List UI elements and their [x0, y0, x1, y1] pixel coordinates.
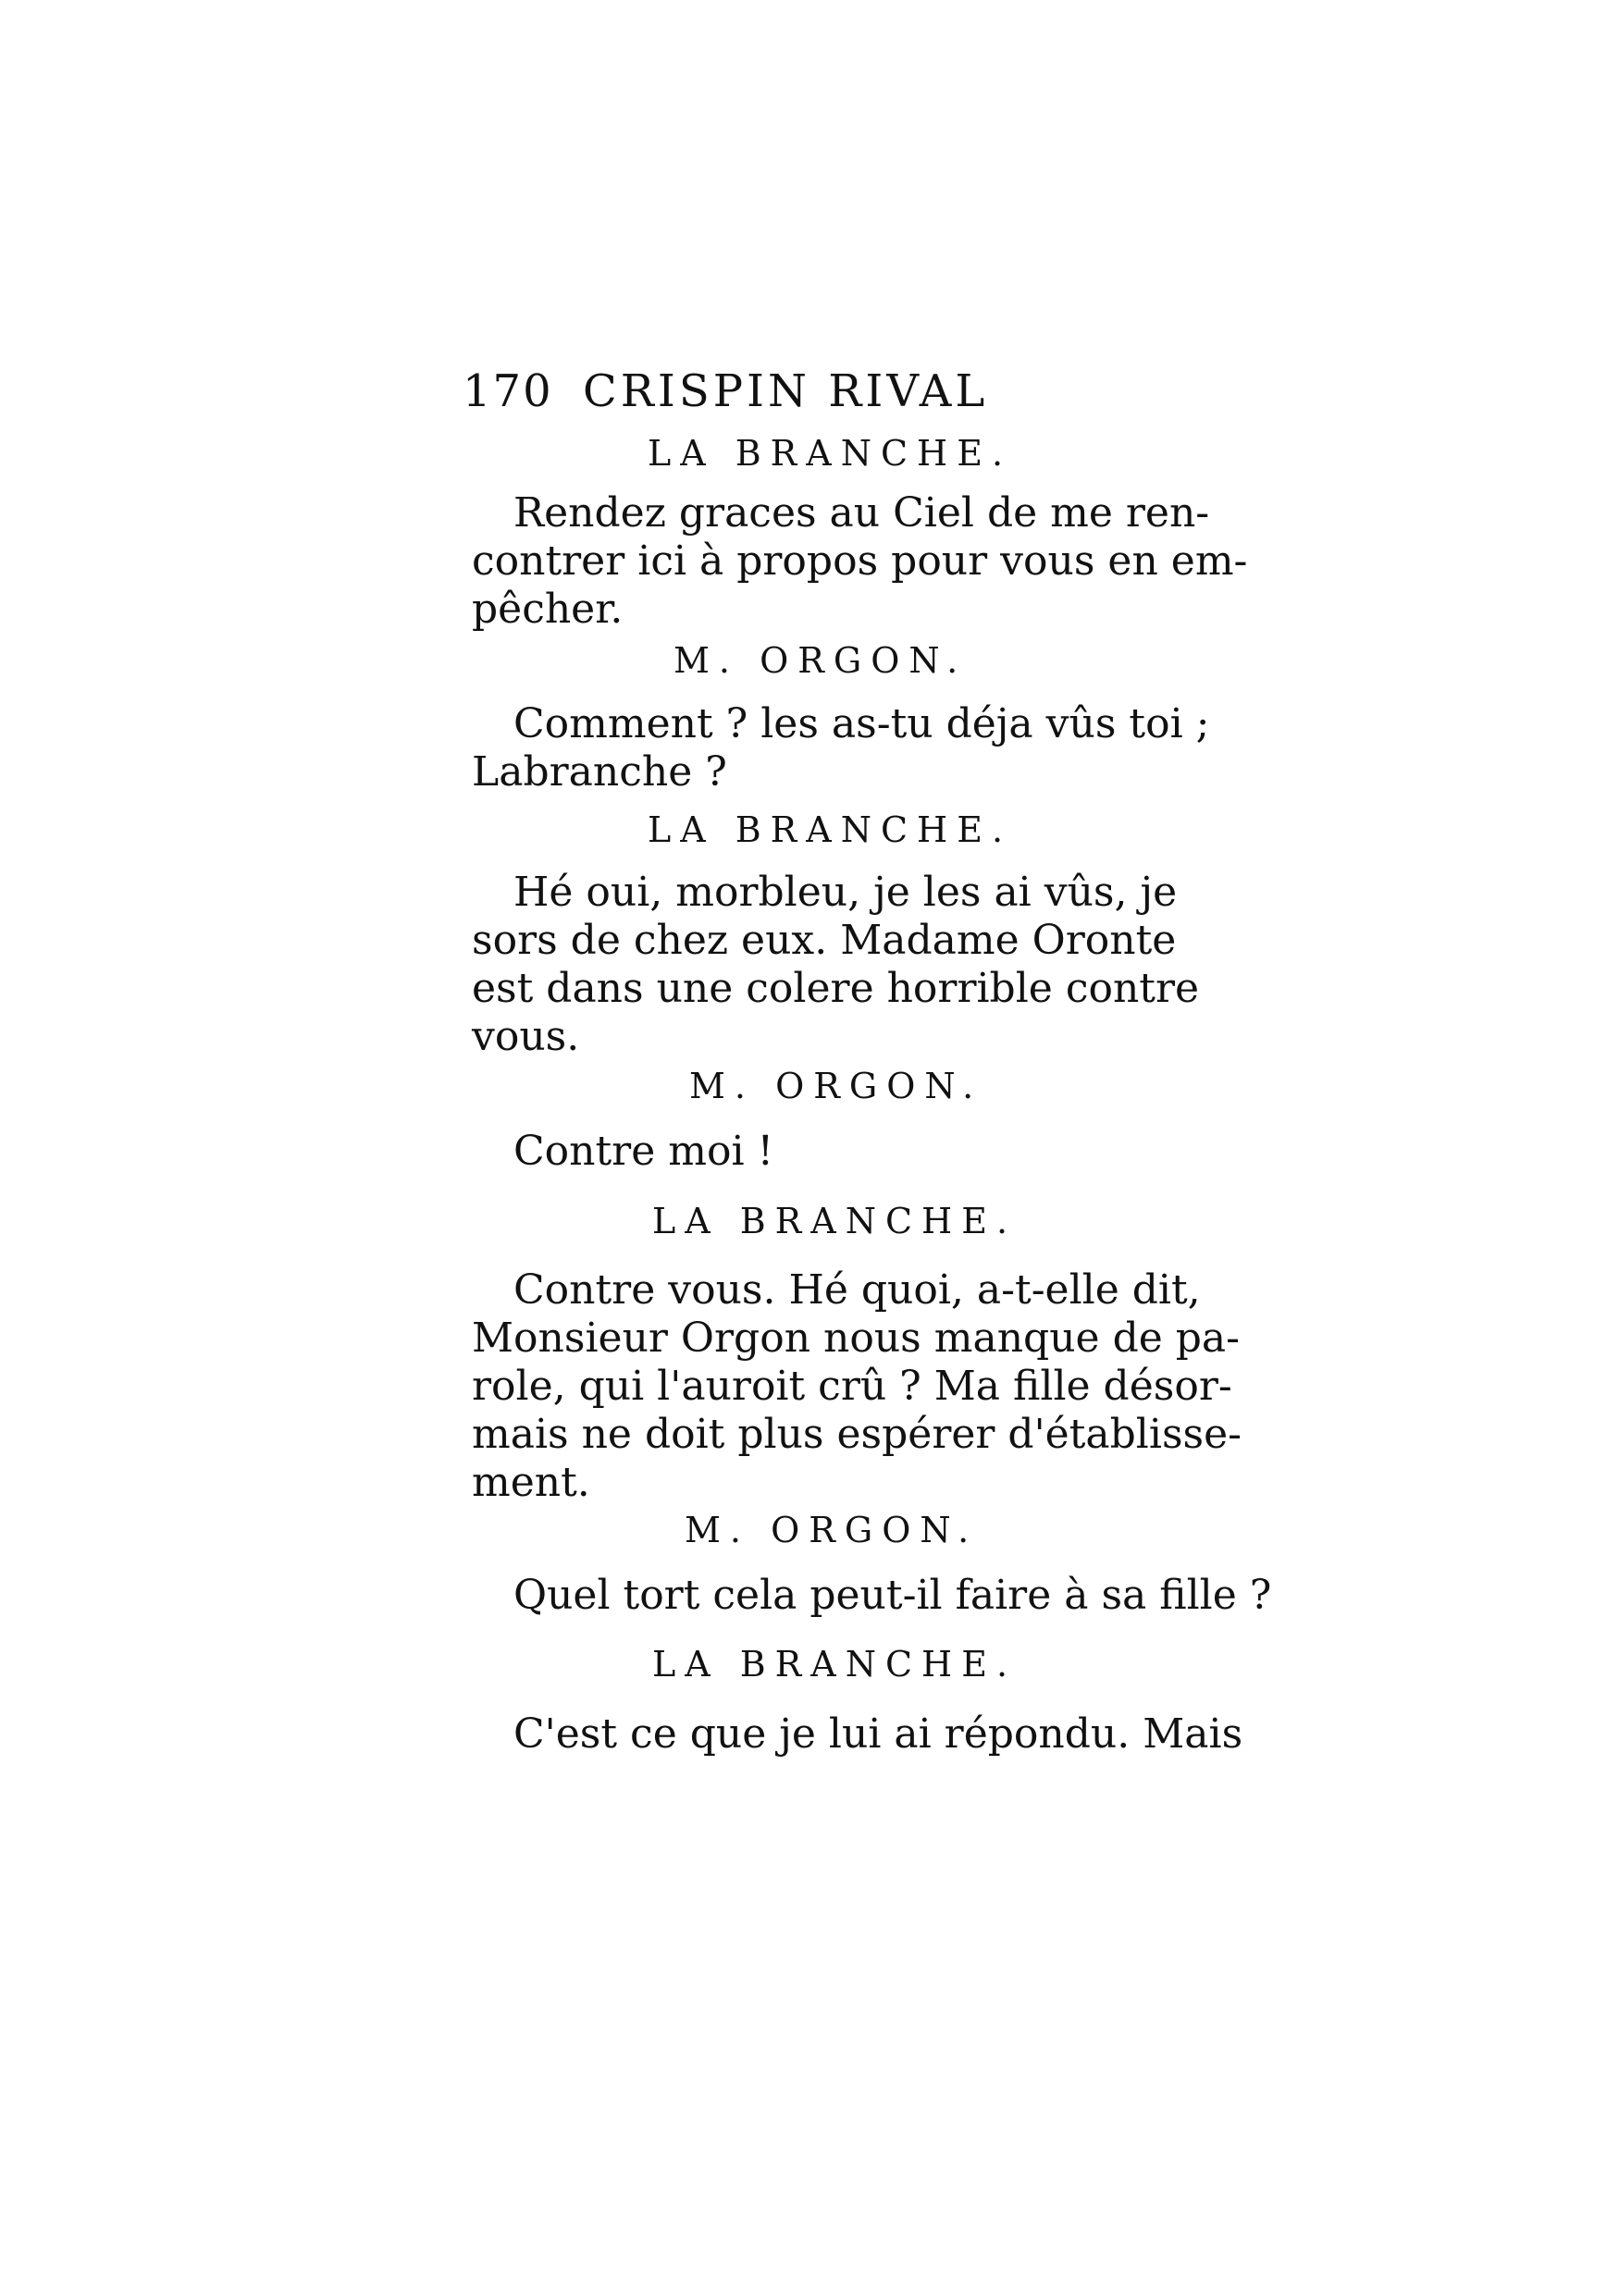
speaker-la-branche: LA BRANCHE.: [652, 1201, 1018, 1241]
text-line: Comment ? les as-tu déja vûs toi ;: [513, 700, 1210, 747]
page-number: 170: [463, 365, 553, 417]
text-line: ment.: [472, 1459, 590, 1506]
text-line: Contre moi !: [513, 1128, 774, 1175]
text-line: Monsieur Orgon nous manque de pa-: [472, 1315, 1241, 1362]
speaker-la-branche: LA BRANCHE.: [652, 1644, 1018, 1685]
text-line: sors de chez eux. Madame Oronte: [472, 917, 1177, 964]
text-line: Labranche ?: [472, 748, 727, 796]
text-line: role, qui l'auroit crû ? Ma fille désor-: [472, 1363, 1232, 1410]
text-line: C'est ce que je lui ai répondu. Mais: [513, 1710, 1243, 1758]
text-line: Hé oui, morbleu, je les ai vûs, je: [513, 869, 1178, 916]
running-title: CRISPIN RIVAL: [583, 365, 989, 417]
text-line: contrer ici à propos pour vous en em-: [472, 537, 1248, 585]
speaker-m-orgon: M. ORGON.: [689, 1066, 983, 1106]
text-line: Quel tort cela peut-il faire à sa fille ?: [513, 1572, 1272, 1619]
text-line: Rendez graces au Ciel de me ren-: [513, 489, 1210, 537]
text-line: mais ne doit plus espérer d'établisse-: [472, 1411, 1242, 1458]
speaker-la-branche: LA BRANCHE.: [648, 433, 1013, 474]
speaker-m-orgon: M. ORGON.: [674, 640, 968, 681]
text-line: Contre vous. Hé quoi, a-t-elle dit,: [513, 1266, 1201, 1314]
text-line: est dans une colere horrible contre: [472, 965, 1200, 1012]
text-line: vous.: [472, 1013, 580, 1060]
speaker-la-branche: LA BRANCHE.: [648, 809, 1013, 850]
speaker-m-orgon: M. ORGON.: [685, 1510, 979, 1550]
running-head: [463, 365, 1055, 430]
text-line: pêcher.: [472, 586, 624, 633]
